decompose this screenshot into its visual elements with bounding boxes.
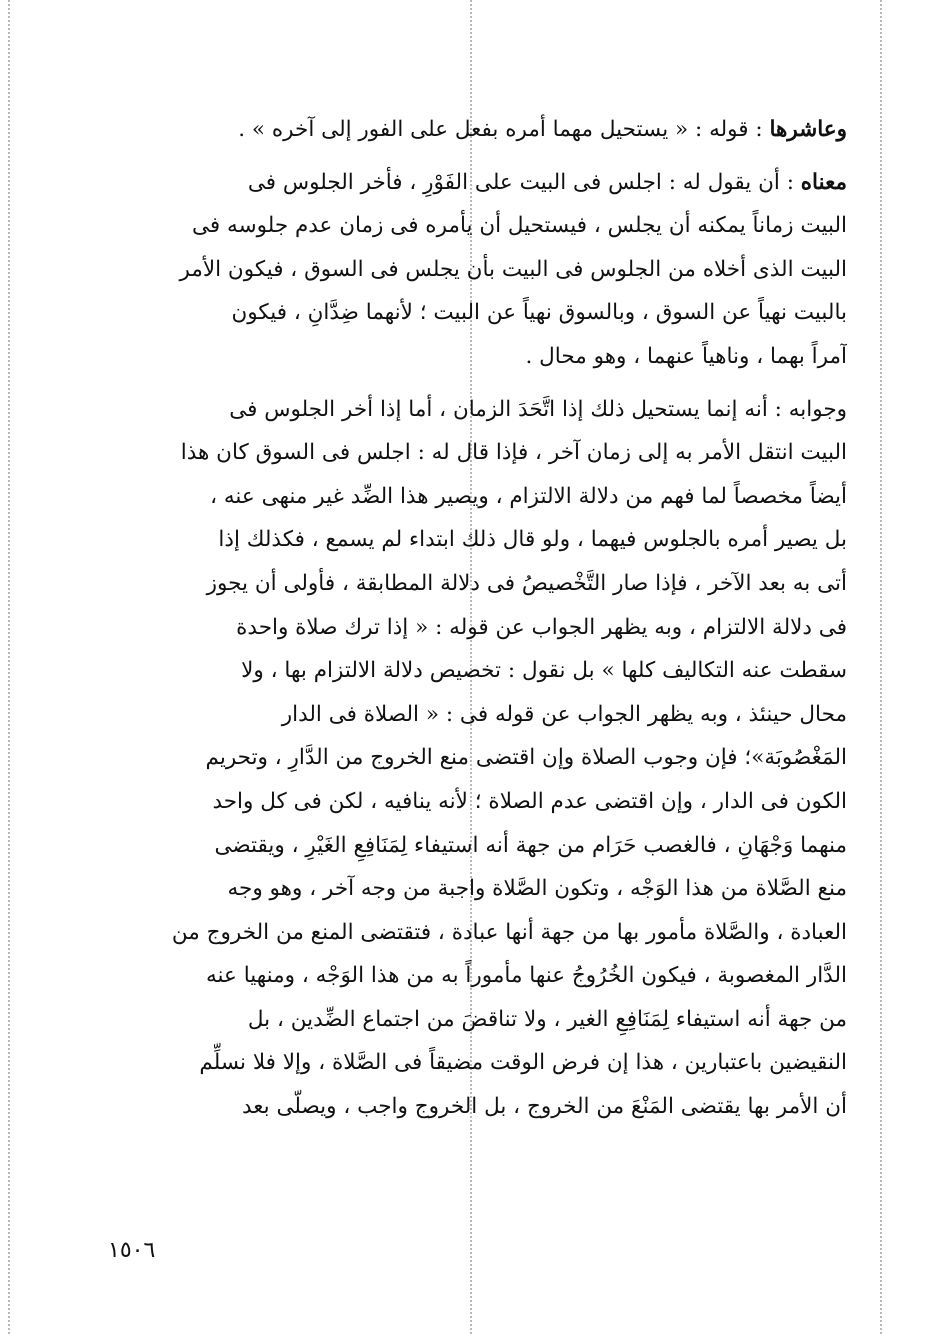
text-line: منهما وَجْهَانِ ، فالغصب حَرَام من جهة أنه استيفاء لِمَنَافِعِ الغَيْرِ ، ويقتضى <box>214 832 847 858</box>
text-line: آمراً بهما ، وناهياً عنهما ، وهو محال . <box>525 343 847 369</box>
text-line: بالبيت نهياً عن السوق ، وبالسوق نهياً عن البيت ؛ لأنهما ضِدَّانِ ، فيكون <box>231 300 847 326</box>
page-body <box>95 108 847 1138</box>
paragraph-tenth <box>95 108 847 152</box>
dotted-guide-right <box>880 0 882 1334</box>
paragraph-meaning <box>95 161 847 379</box>
text-line: النقيضين باعتبارين ، هذا إن فرض الوقت مضيقاً فى الصَّلاة ، وإلا فلا نسلِّم <box>199 1050 847 1076</box>
page-number: ١٥٠٦ <box>108 1238 156 1263</box>
text-line: محال حينئذ ، وبه يظهر الجواب عن قوله فى : « الصلاة فى الدار <box>281 701 847 727</box>
text-line: فى دلالة الالتزام ، وبه يظهر الجواب عن قوله : « إذا ترك صلاة واحدة <box>236 614 847 640</box>
text-line: منع الصَّلاة من هذا الوَجْه ، وتكون الصَّلاة واجبة من وجه آخر ، وهو وجه <box>227 876 847 902</box>
text-line: الكون فى الدار ، وإن اقتضى عدم الصلاة ؛ لأنه ينافيه ، لكن فى كل واحد <box>212 788 847 814</box>
text-line: الدَّار المغصوبة ، فيكون الخُرُوجُ عنها مأموراً به من هذا الوَجْه ، ومنهيا عنه <box>206 963 847 989</box>
text-line: سقطت عنه التكاليف كلها » بل نقول : تخصيص دلالة الالتزام بها ، ولا <box>241 658 847 684</box>
paragraph-lead-word: وعاشرها <box>769 117 847 142</box>
text-line: أن الأمر بها يقتضى المَنْعَ من الخروج ، بل الخروج واجب ، ويصلّى بعد <box>242 1094 847 1120</box>
dotted-guide-left <box>8 0 10 1334</box>
text-line: وعاشرها : قوله : « يستحيل مهما أمره بفعل على الفور إلى آخره » . <box>238 117 847 142</box>
text-line: البيت الذى أخلاه من الجلوس فى البيت بأن يجلس فى السوق ، فيكون الأمر <box>179 256 847 282</box>
text-line: أتى به بعد الآخر ، فإذا صار التَّخْصيصُ فى دلالة المطابقة ، فأولى أن يجوز <box>206 570 847 596</box>
text-line: بل يصير أمره بالجلوس فيهما ، ولو قال ذلك ابتداء لم يسمع ، فكذلك إذا <box>218 527 847 553</box>
paragraph-answer <box>95 388 847 1129</box>
text-line: البيت زماناً يمكنه أن يجلس ، فيستحيل أن يأمره فى زمان عدم جلوسه فى <box>192 213 847 239</box>
paragraph-lead-word: معناه <box>800 169 847 195</box>
text-line: معناه : أن يقول له : اجلس فى البيت على الفَوْرِ ، فأخر الجلوس فى <box>247 169 847 195</box>
text-line: البيت انتقل الأمر به إلى زمان آخر ، فإذا قال له : اجلس فى السوق كان هذا <box>180 440 847 466</box>
text-line: أيضاً مخصصاً لما فهم من دلالة الالتزام ، ويصير هذا الضِّد غير منهى عنه ، <box>210 483 847 509</box>
text-line: وجوابه : أنه إنما يستحيل ذلك إذا اتَّحَدَ الزمان ، أما إذا أخر الجلوس فى <box>229 396 847 422</box>
text-line: المَغْصُوبَة»؛ فإن وجوب الصلاة وإن اقتضى منع الخروج من الدَّارِ ، وتحريم <box>205 745 847 771</box>
text-line: من جهة أنه استيفاء لِمَنَافِعِ الغير ، ولا تناقضَ من اجتماع الضِّدين ، بل <box>247 1006 847 1032</box>
text-line: العبادة ، والصَّلاة مأمور بها من جهة أنها عبادة ، فتقتضى المنع من الخروج من <box>171 919 847 945</box>
